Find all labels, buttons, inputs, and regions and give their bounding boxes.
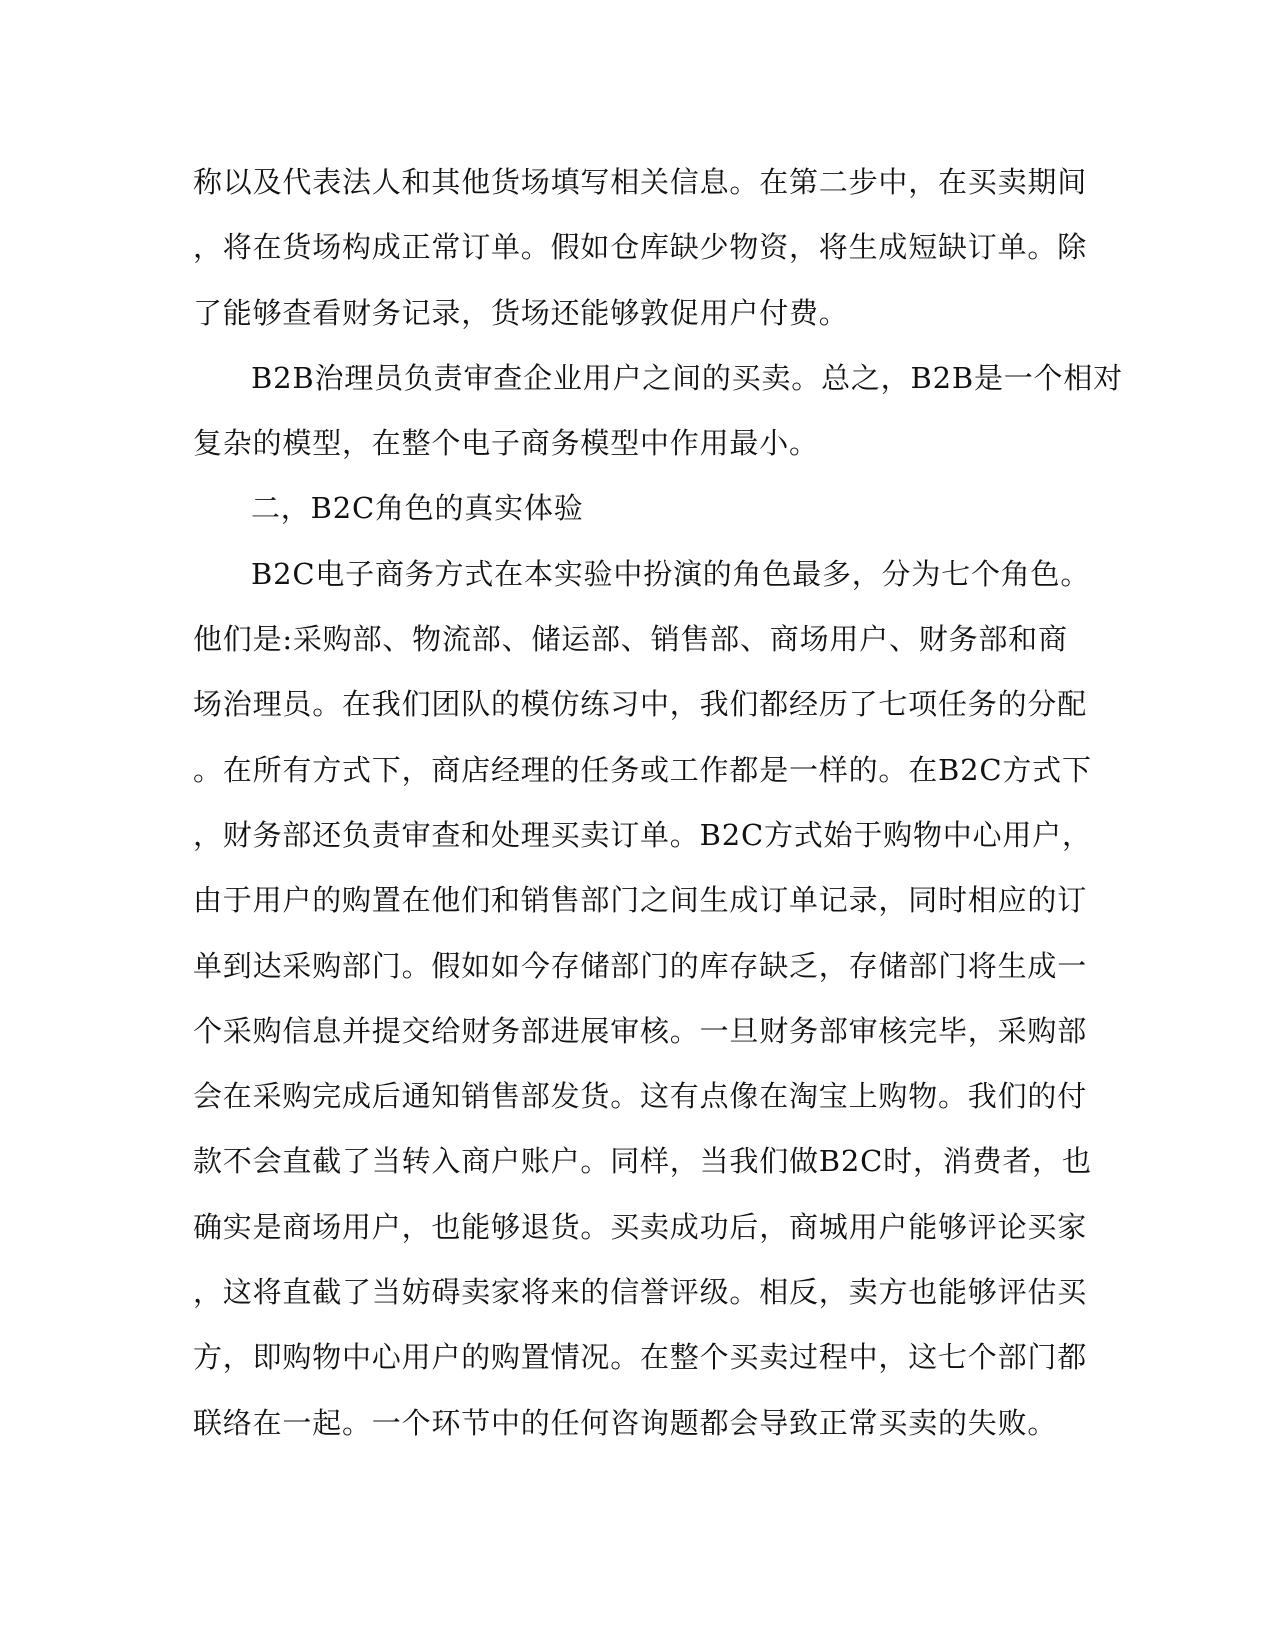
text-line: B2C电子商务方式在本实验中扮演的角色最多，分为七个角色。 (251, 556, 1091, 591)
text-line: 他们是:采购部、物流部、储运部、销售部、商场用户、财务部和商 (193, 622, 1068, 657)
text-line: 称以及代表法人和其他货场填写相关信息。在第二步中，在买卖期间 (193, 165, 1088, 199)
document-body (193, 150, 1123, 1456)
text-line: ，将在货场构成正常订单。假如仓库缺少物资，将生成短缺订单。除 (193, 230, 1088, 265)
text-line: 由于用户的购置在他们和销售部门之间生成订单记录，同时相应的订 (193, 883, 1088, 918)
text-line: 了能够查看财务记录，货场还能够敦促用户付费。 (193, 295, 849, 330)
text-line: 方，即购物中心用户的购置情况。在整个买卖过程中，这七个部门都 (193, 1340, 1088, 1375)
text-line: 确实是商场用户，也能够退货。买卖成功后，商城用户能够评论买家 (193, 1209, 1088, 1244)
text-line: 。在所有方式下，商店经理的任务或工作都是一样的。在B2C方式下 (193, 752, 1092, 787)
text-line: ，财务部还负责审查和处理买卖订单。B2C方式始于购物中心用户， (193, 817, 1092, 852)
text-line: 联络在一起。一个环节中的任何咨询题都会导致正常买卖的失败。 (193, 1405, 1058, 1440)
text-line: 复杂的模型，在整个电子商务模型中作用最小。 (193, 426, 819, 461)
text-line: 会在采购完成后通知销售部发货。这有点像在淘宝上购物。我们的付 (193, 1079, 1088, 1114)
text-line: 款不会直截了当转入商户账户。同样，当我们做B2C时，消费者，也 (193, 1144, 1092, 1179)
text-line: B2B治理员负责审查企业用户之间的买卖。总之，B2B是一个相对 (251, 360, 1123, 395)
text-line: 场治理员。在我们团队的模仿练习中，我们都经历了七项任务的分配 (193, 687, 1088, 722)
section-heading: 二，B2C角色的真实体验 (251, 491, 584, 526)
text-line: 个采购信息并提交给财务部进展审核。一旦财务部审核完毕，采购部 (193, 1013, 1088, 1048)
text-line: 单到达采购部门。假如如今存储部门的库存缺乏，存储部门将生成一 (193, 948, 1088, 983)
text-line: ，这将直截了当妨碍卖家将来的信誉评级。相反，卖方也能够评估买 (193, 1275, 1088, 1310)
